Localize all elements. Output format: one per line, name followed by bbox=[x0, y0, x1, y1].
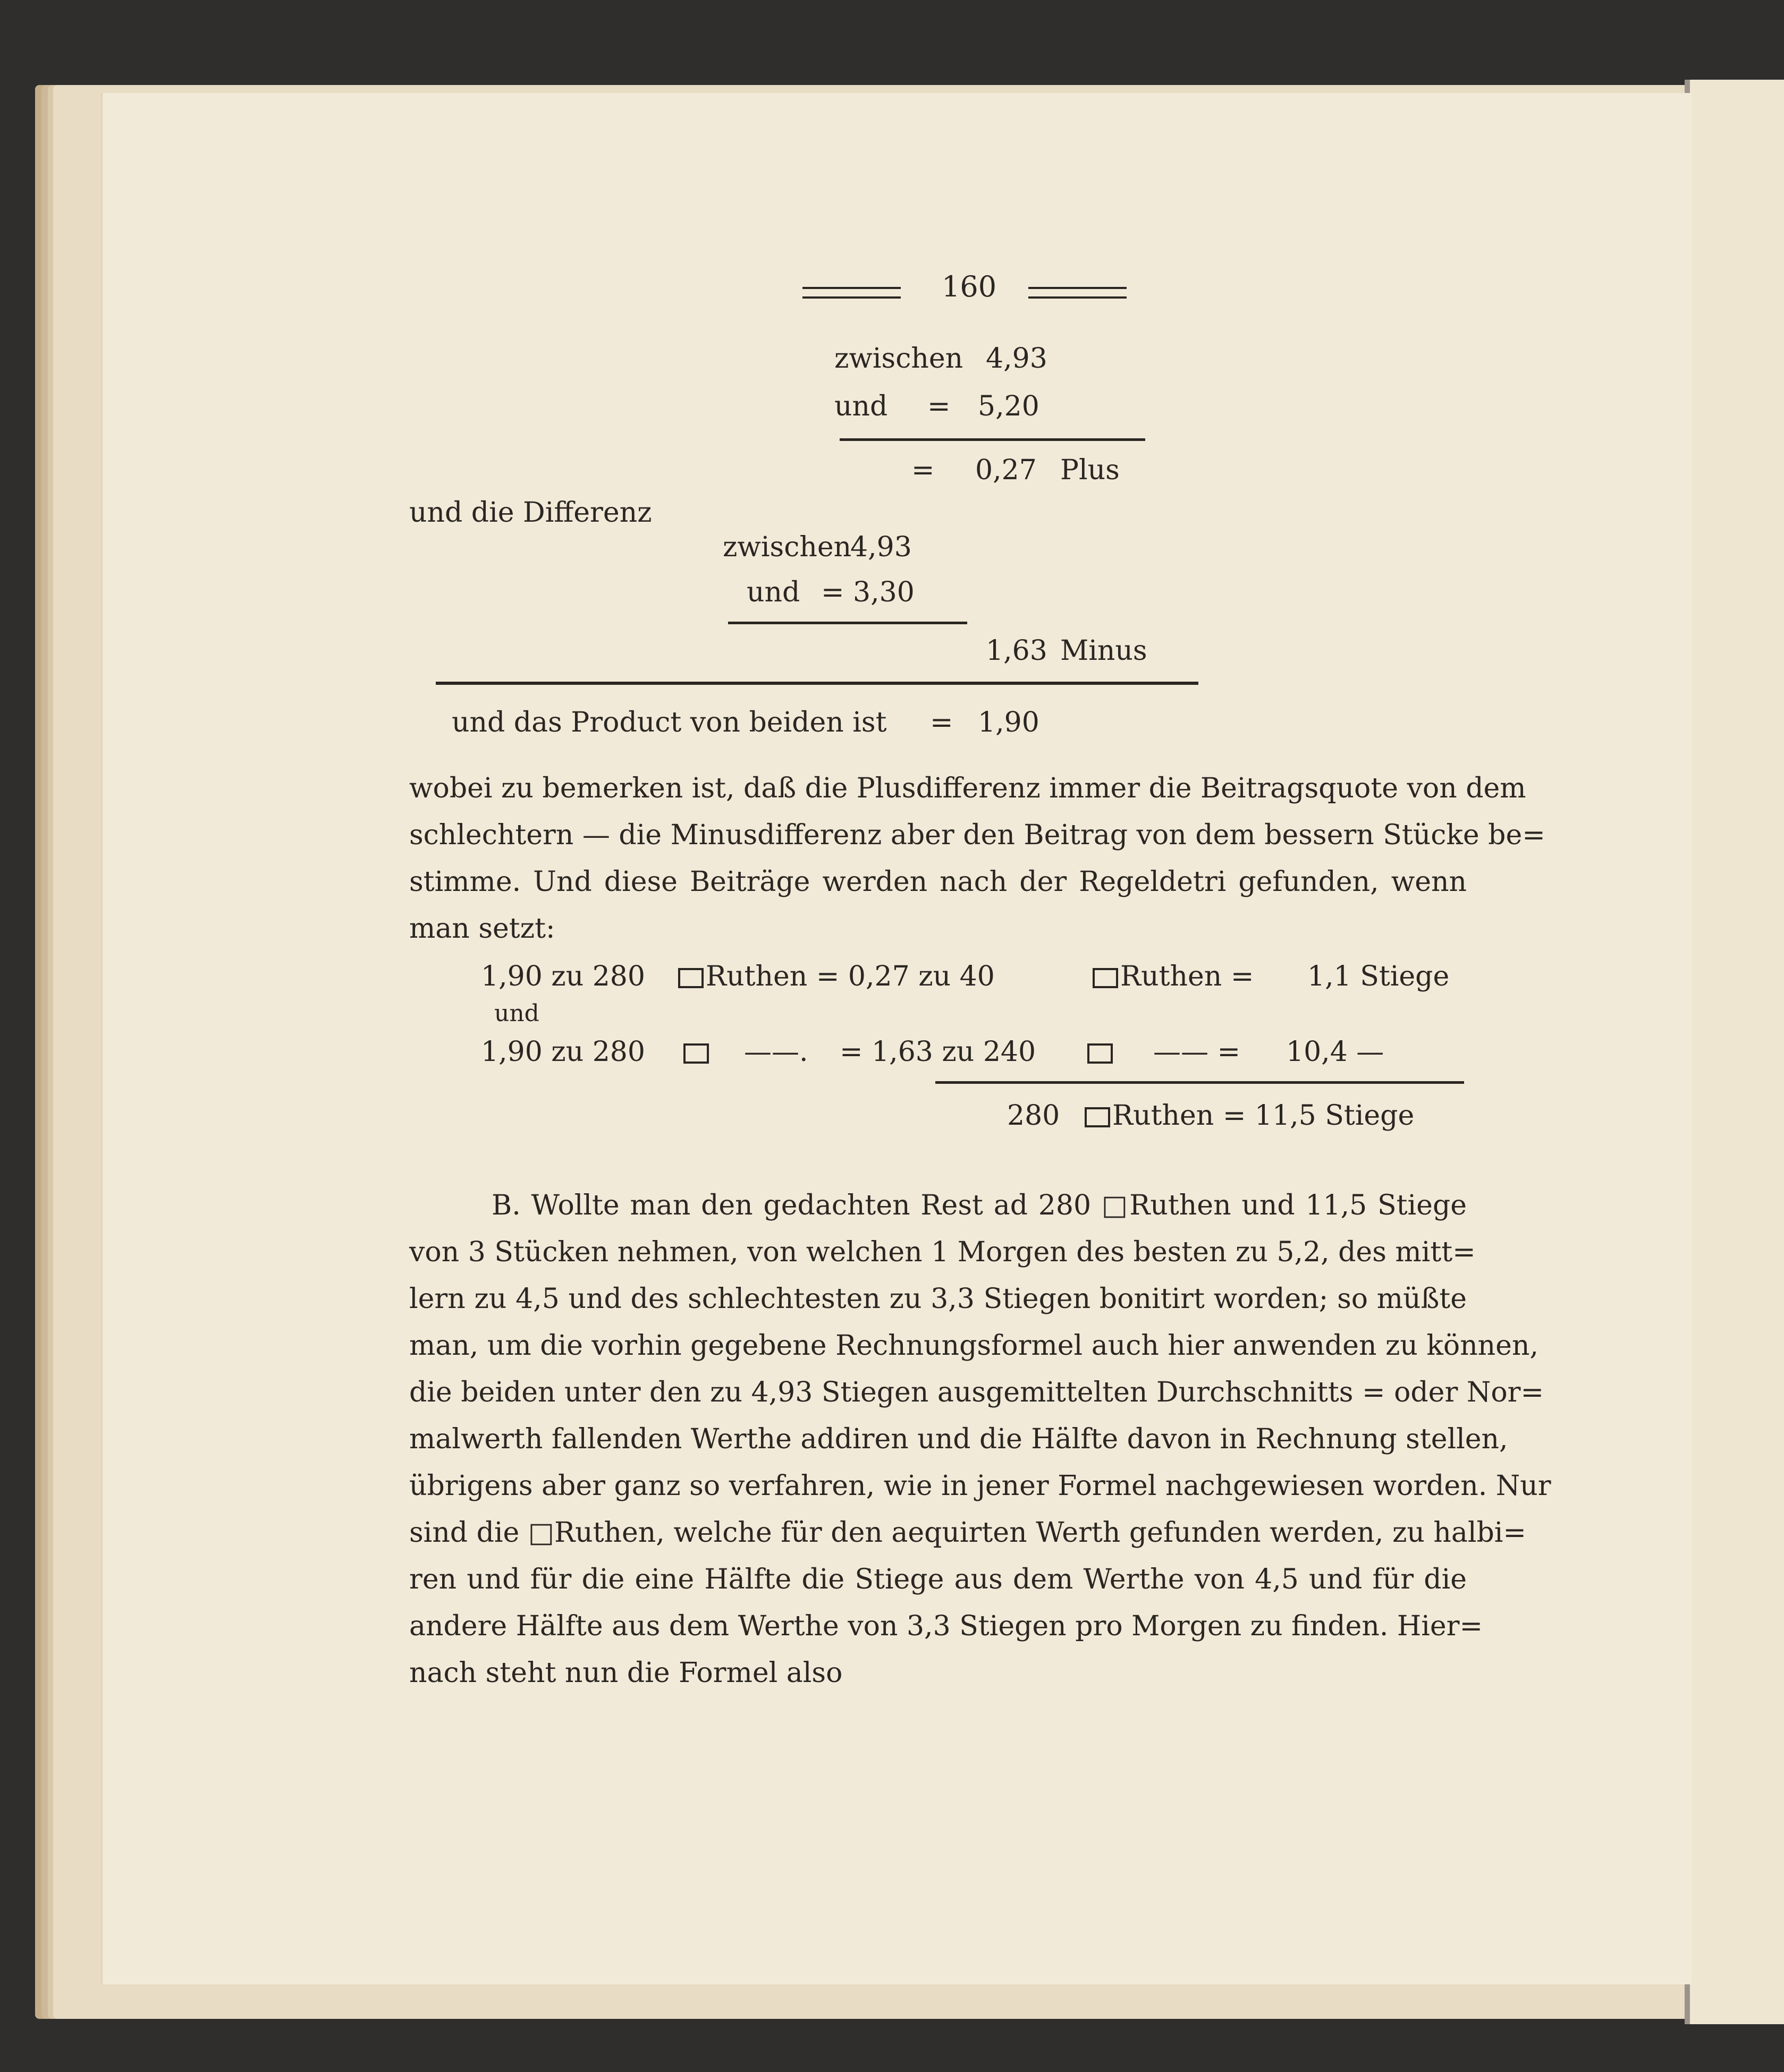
block2-sum-rule bbox=[728, 622, 967, 624]
block1-result-eq: = bbox=[911, 454, 935, 486]
block1-value-2: 5,20 bbox=[978, 390, 1039, 422]
paragraph-2-line: ren und für die eine Hälfte die Stiege aus dem Werthe von 4,5 und für die bbox=[409, 1564, 1467, 1595]
block2-label-zwischen: zwischen bbox=[723, 531, 852, 563]
block2-value-2: 3,30 bbox=[853, 576, 915, 608]
paragraph-1-line: schlechtern — die Minusdifferenz aber den Beitrag von dem bessern Stücke be= bbox=[409, 819, 1545, 851]
block2-ditto: = bbox=[821, 576, 844, 608]
page-number: 160 bbox=[942, 270, 997, 303]
block1-value-1: 4,93 bbox=[986, 343, 1047, 375]
paragraph-2-line: nach steht nun die Formel also bbox=[409, 1657, 843, 1689]
product-line-text: und das Product von beiden ist bbox=[452, 707, 887, 738]
calc-line2-left: 1,90 zu 280 bbox=[481, 1036, 645, 1068]
calc-line2-dash: ——. bbox=[744, 1036, 808, 1068]
header-rule-right bbox=[1028, 287, 1127, 299]
product-line-ditto: = bbox=[930, 707, 953, 738]
calc-total-left: 280 bbox=[1007, 1100, 1060, 1132]
paragraph-2-line: malwerth fallenden Werthe addiren und die Hälfte davon in Rechnung stellen, bbox=[409, 1423, 1508, 1455]
calc-line1-unit: Ruthen = 0,27 zu 40 bbox=[706, 961, 995, 992]
paragraph-1-line: wobei zu bemerken ist, daß die Plusdifferenz immer die Beitragsquote von dem bbox=[409, 772, 1526, 804]
header-rule-left bbox=[802, 287, 901, 299]
paragraph-1-line: stimme. Und diese Beiträge werden nach der Regeldetri gefunden, wenn bbox=[409, 866, 1467, 898]
calc-line2-result: 10,4 — bbox=[1286, 1036, 1384, 1068]
intro-differenz-label: und die Differenz bbox=[409, 497, 652, 529]
calc-line1-unit2: Ruthen = bbox=[1120, 961, 1254, 992]
square-unit-icon bbox=[1085, 1107, 1110, 1127]
block1-ditto: = bbox=[927, 390, 951, 422]
paragraph-2 bbox=[409, 1182, 1551, 1696]
block2-result-value: 1,63 bbox=[986, 635, 1047, 667]
paragraph-2-line: die beiden unter den zu 4,93 Stiegen ausgemittelten Durchschnitts = oder Nor= bbox=[409, 1377, 1544, 1408]
calc-total-rule bbox=[935, 1081, 1464, 1084]
paragraph-1-line: man setzt: bbox=[409, 913, 555, 945]
paragraph-2-line: man, um die vorhin gegebene Rechnungsformel auch hier anwenden zu können, bbox=[409, 1330, 1538, 1362]
square-unit-icon bbox=[683, 1043, 709, 1064]
paragraph-2-line: andere Hälfte aus dem Werthe von 3,3 Stiegen pro Morgen zu finden. Hier= bbox=[409, 1610, 1483, 1642]
calc-total-unit: Ruthen = 11,5 Stiege bbox=[1112, 1100, 1415, 1132]
calc-line2-mid: = 1,63 zu 240 bbox=[840, 1036, 1036, 1068]
calc-line2-dash2: —— = bbox=[1153, 1036, 1241, 1068]
product-rule bbox=[436, 682, 1198, 685]
square-unit-icon bbox=[1087, 1043, 1113, 1064]
block2-value-1: 4,93 bbox=[850, 531, 912, 563]
square-unit-icon bbox=[678, 968, 704, 988]
paragraph-1 bbox=[409, 765, 1545, 952]
paragraph-2-line: von 3 Stücken nehmen, von welchen 1 Morgen des besten zu 5,2, des mitt= bbox=[409, 1236, 1476, 1268]
calc-und: und bbox=[494, 1000, 539, 1027]
paragraph-2-line: sind die □Ruthen, welche für den aequirten Werth gefunden werden, zu halbi= bbox=[409, 1517, 1526, 1549]
facing-page-edge bbox=[1685, 80, 1784, 2024]
calc-line1-left: 1,90 zu 280 bbox=[481, 961, 645, 992]
block2-label-und: und bbox=[747, 576, 800, 608]
paragraph-2-line: lern zu 4,5 und des schlechtesten zu 3,3 Stiegen bonitirt worden; so müßte bbox=[409, 1283, 1467, 1315]
product-line-value: 1,90 bbox=[978, 707, 1039, 738]
block1-result-suffix: Plus bbox=[1060, 454, 1120, 486]
block1-label-zwischen: zwischen bbox=[834, 343, 963, 375]
block1-result-value: 0,27 bbox=[975, 454, 1037, 486]
paragraph-2-line: übrigens aber ganz so verfahren, wie in jener Formel nachgewiesen worden. Nur bbox=[409, 1470, 1551, 1502]
paragraph-2-line: B. Wollte man den gedachten Rest ad 280 □Ruthen und 11,5 Stiege bbox=[492, 1190, 1467, 1221]
square-unit-icon bbox=[1093, 968, 1118, 988]
block1-label-und: und bbox=[834, 390, 888, 422]
block2-result-suffix: Minus bbox=[1060, 635, 1147, 667]
block1-sum-rule bbox=[840, 438, 1145, 441]
calc-line1-result: 1,1 Stiege bbox=[1307, 961, 1450, 992]
